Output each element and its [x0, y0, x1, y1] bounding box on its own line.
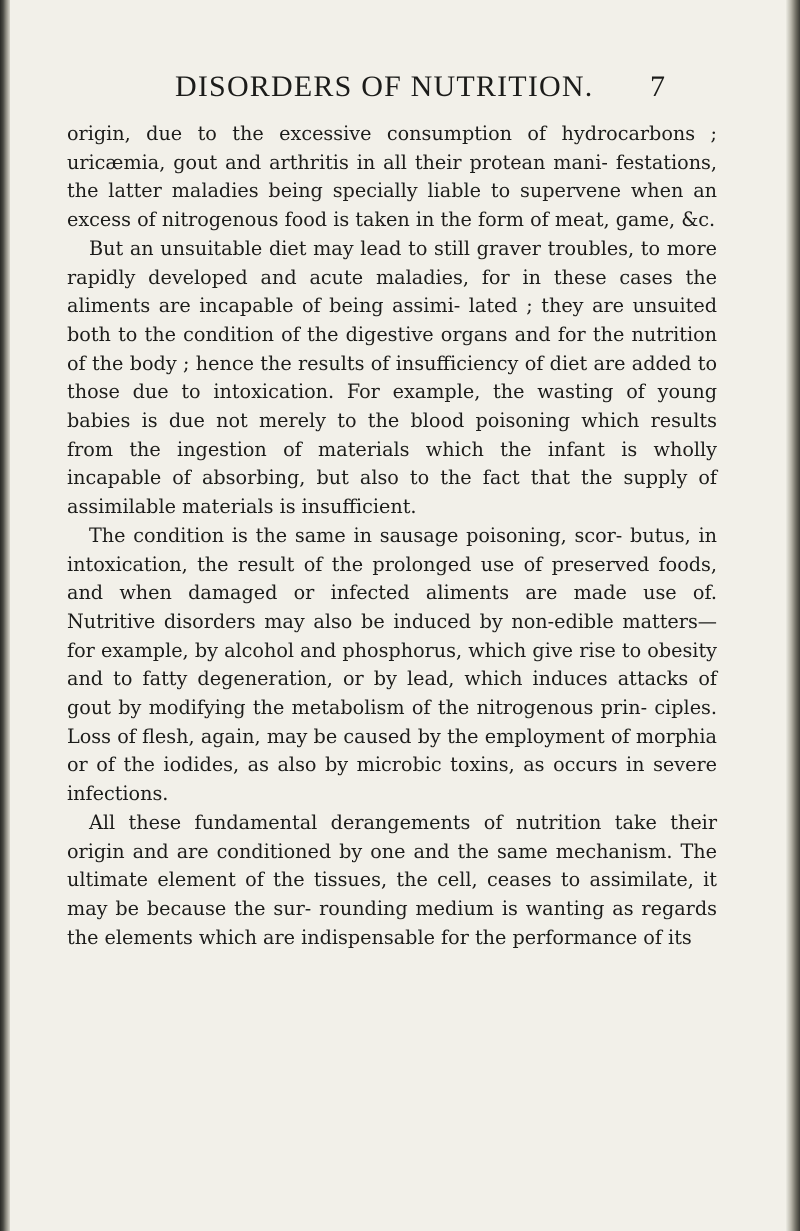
paragraph: origin, due to the excessive consumption of hydrocarbons ; uricæmia, gout and arthritis in all their protean mani- festations, the latter maladies being specially liable to supervene when an excess of nitrogenous food is taken in the form of meat, game, &c.	[67, 122, 717, 232]
paragraph: The condition is the same in sausage poisoning, scor- butus, in intoxication, the result of the prolonged use of preserved foods, and when damaged or infected aliments are made use of. Nutritive disorders may also be induced by non-edible matters—for example, by alcohol and phosphorus, which give rise to obesity and to fatty degeneration, or by lead, which induces attacks of gout by modifying the metabolism of the nitrogenous prin- ciples. Loss of flesh, again, may be caused by the employment of morphia or of the iodides, as also by microbic toxins, as occurs in severe infections.	[67, 523, 717, 806]
page-header	[0, 70, 800, 110]
running-title: DISORDERS OF NUTRITION.	[175, 70, 594, 103]
page-outer-edge	[786, 0, 800, 1231]
body-text	[67, 120, 717, 952]
paragraph: But an unsuitable diet may lead to still graver troubles, to more rapidly developed and acute maladies, for in these cases the aliments are incapable of being assimi- lated ; they are unsuited both to the condition of the digestive organs and for the nutrition of the body ; hence the results of insufficiency of diet are added to those due to intoxication. For example, the wasting of young babies is due not merely to the blood poisoning which results from the ingestion of materials which the infant is wholly incapable of absorbing, but also to the fact that the supply of assimilable materials is insufficient.	[67, 236, 717, 519]
paragraph: All these fundamental derangements of nutrition take their origin and are conditioned by one and the same mechanism. The ultimate element of the tissues, the cell, ceases to assimilate, it may be because the sur- rounding medium is wanting as regards the elements which are indispensable for the performance of its	[67, 810, 717, 949]
page-binding-edge	[0, 0, 10, 1231]
page-number: 7	[650, 70, 665, 103]
